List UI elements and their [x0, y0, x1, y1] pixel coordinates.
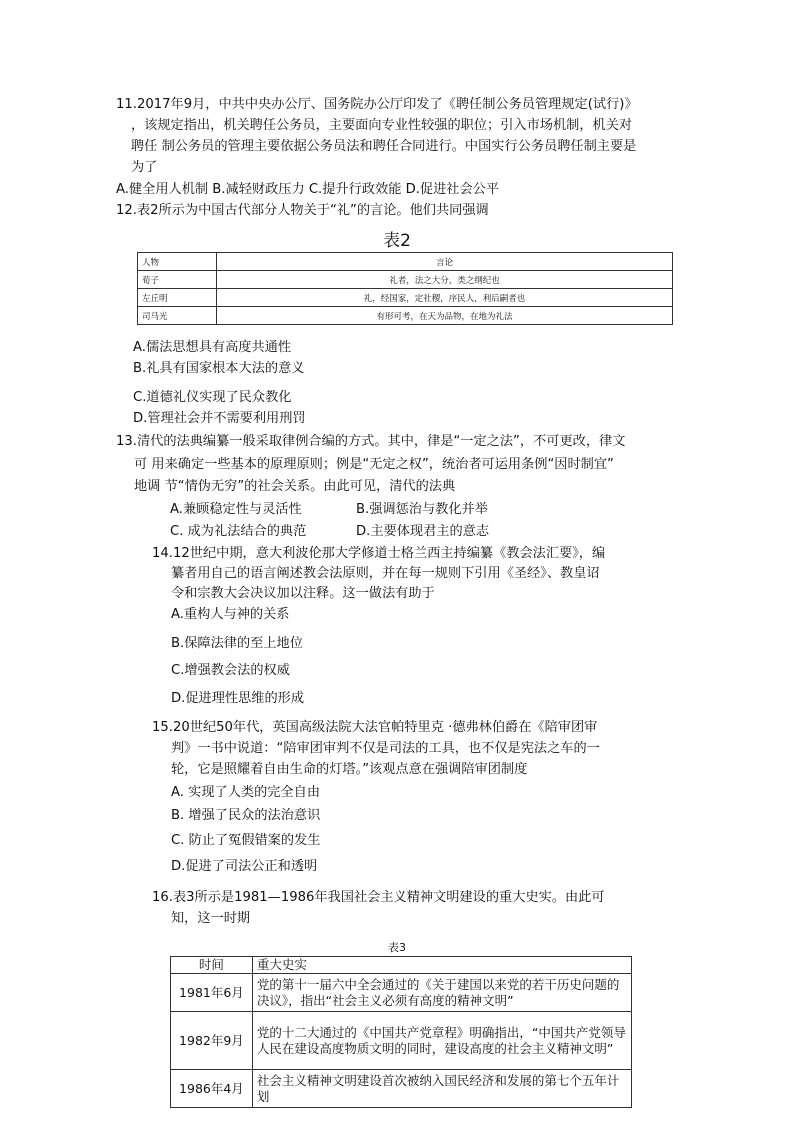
table-cell: 社会主义精神文明建设首次被纳入国民经济和发展的第七个五年计划 — [252, 1070, 631, 1108]
table-cell: 党的第十一届六中全会通过的《关于建国以来党的若干历史问题的决议》，指出“社会主义必须有高度的精神文明” — [252, 974, 631, 1012]
table-cell: 1986年4月 — [171, 1070, 253, 1108]
table-cell: 司马光 — [138, 307, 217, 325]
table2 — [137, 252, 673, 325]
q12-stem: 12.表2所示为中国古代部分人物关于“礼”的言论。他们共同强调 — [116, 203, 489, 218]
q15-line-1: 15.20世纪50年代，英国高级法院大法官帕特里克 ·德弗林伯爵在《陪审团审 — [152, 720, 598, 735]
q14-line-2: 纂者用自己的语言阐述教会法原则，并在每一规则下引用《圣经》、教皇诏 — [171, 566, 600, 581]
table-row — [171, 957, 632, 974]
table-header-cell: 时间 — [171, 957, 253, 974]
q14-option-a: A.重构人与神的关系 — [171, 607, 290, 622]
q12-option-c: C.道德礼仪实现了民众教化 — [133, 390, 292, 405]
table-cell: 1982年9月 — [171, 1012, 253, 1070]
table-row — [171, 1070, 632, 1108]
q14-line-3: 令和宗教大会决议加以注释。这一做法有助于 — [171, 586, 435, 601]
q16-line-2: 知，这一时期 — [171, 911, 251, 926]
q15-line-2: 判》一书中说道：“陪审团审判不仅是司法的工具，也不仅是宪法之车的一 — [171, 741, 600, 756]
table-header-cell: 言论 — [217, 253, 673, 271]
q11-line-2: ，该规定指出，机关聘任公务员，主要面向专业性较强的职位；引入市场机制，机关对 — [131, 118, 633, 133]
q13-option-b: B.强调惩治与教化并举 — [356, 502, 488, 517]
table-row — [138, 289, 673, 307]
q13-line-2: 可 用来确定一些基本的原理原则；例是“无定之权”，统治者可运用条例“因时制宜” — [134, 457, 614, 472]
table-row — [138, 307, 673, 325]
table-cell: 有形可考，在天为品物，在地为礼法 — [217, 307, 673, 325]
q11-line-3: 聘任 制公务员的管理主要依据公务员法和聘任合同进行。中国实行公务员聘任制主要是 — [131, 139, 637, 154]
q16-line-1: 16.表3所示是1981—1986年我国社会主义精神文明建设的重大史实。由此可 — [152, 890, 605, 905]
table-cell: 左丘明 — [138, 289, 217, 307]
table-header-cell: 重大史实 — [252, 957, 631, 974]
q11-options: A.健全用人机制 B.减轻财政压力 C.提升行政效能 D.促进社会公平 — [116, 182, 500, 197]
q14-option-b: B.保障法律的至上地位 — [171, 636, 303, 651]
q14-line-1: 14.12世纪中期，意大利波伦那大学修道士格兰西主持编纂《教会法汇要》，编 — [152, 546, 606, 561]
table-cell: 礼，经国家，定社稷，序民人，利后嗣者也 — [217, 289, 673, 307]
q15-option-b: B. 增强了民众的法治意识 — [171, 808, 321, 823]
q13-line-3: 地调 节“情伪无穷”的社会关系。由此可见，清代的法典 — [134, 479, 456, 494]
q15-option-c: C. 防止了冤假错案的发生 — [171, 833, 321, 848]
table-row — [138, 271, 673, 289]
table-row — [171, 1012, 632, 1070]
table3 — [170, 956, 632, 1108]
table-cell: 荀子 — [138, 271, 217, 289]
table-cell: 礼者，法之大分，类之纲纪也 — [217, 271, 673, 289]
q13-option-a: A.兼顾稳定性与灵活性 — [170, 502, 302, 517]
q14-option-c: C.增强教会法的权威 — [171, 663, 290, 678]
table3-caption: 表3 — [388, 941, 406, 954]
q11-line-1: 11.2017年9月，中共中央办公厅、国务院办公厅印发了《聘任制公务员管理规定(试行)》 — [116, 97, 638, 112]
q12-option-a: A.儒法思想具有高度共通性 — [133, 340, 292, 355]
table-row — [138, 253, 673, 271]
q13-line-1: 13.清代的法典编纂一般采取律例合编的方式。其中，律是“一定之法”，不可更改，律文 — [116, 434, 626, 449]
table2-caption: 表2 — [383, 231, 411, 251]
q15-option-a: A. 实现了人类的完全自由 — [171, 785, 321, 800]
table-cell: 1981年6月 — [171, 974, 253, 1012]
table-cell: 党的十二大通过的《中国共产党章程》明确指出，“中国共产党领导人民在建设高度物质文明的同时，建设高度的社会主义精神文明” — [252, 1012, 631, 1070]
q14-option-d: D.促进理性思维的形成 — [171, 691, 305, 706]
table-row — [171, 974, 632, 1012]
q13-option-d: D.主要体现君主的意志 — [356, 524, 490, 539]
q11-line-4: 为了 — [131, 160, 158, 175]
q12-option-d: D.管理社会并不需要利用刑罚 — [133, 411, 306, 426]
q13-option-c: C. 成为礼法结合的典范 — [170, 524, 307, 539]
q15-option-d: D.促进了司法公正和透明 — [171, 859, 318, 874]
q12-option-b: B.礼具有国家根本大法的意义 — [133, 361, 305, 376]
table-header-cell: 人物 — [138, 253, 217, 271]
q15-line-3: 轮，它是照耀着自由生命的灯塔。”该观点意在强调陪审团制度 — [171, 762, 528, 777]
